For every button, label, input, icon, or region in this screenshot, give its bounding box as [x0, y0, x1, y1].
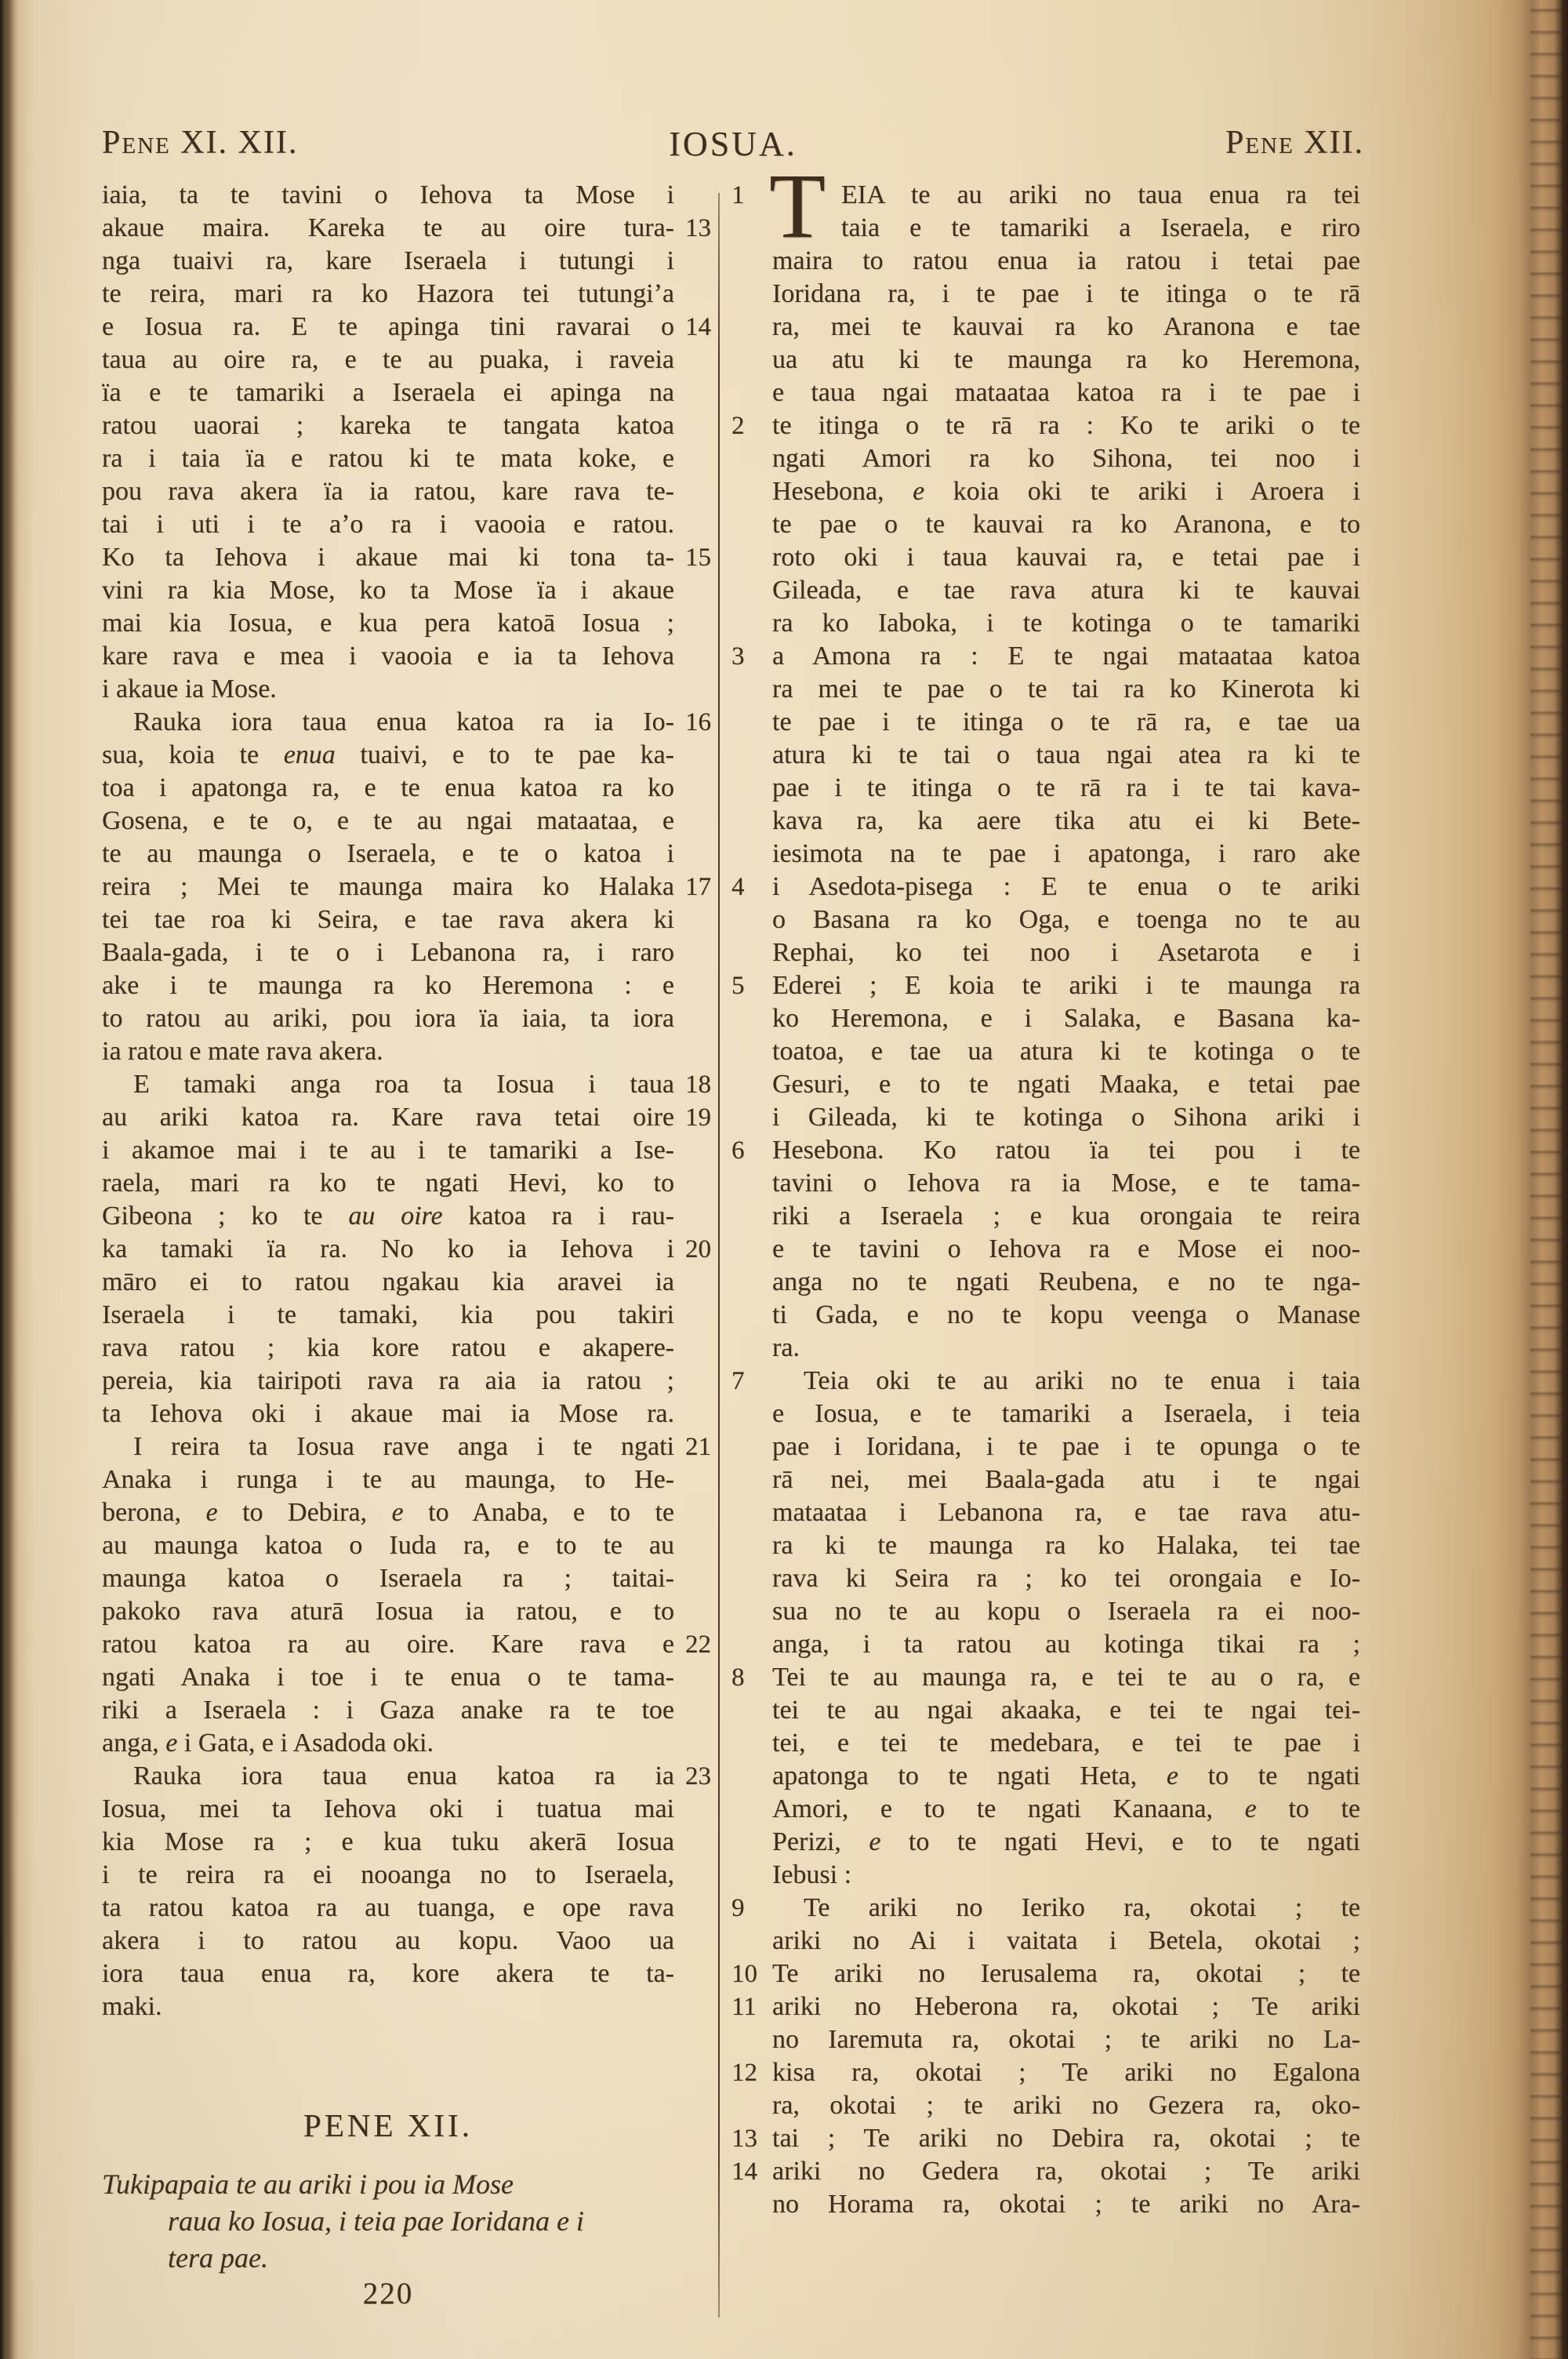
- text-segment: toatoa, e tae ua atura ki te kotinga o te: [772, 1037, 1360, 1066]
- text-segment: roto oki i taua kauvai ra, e tetai pae i: [772, 543, 1360, 572]
- text-segment: i Gata, e i Asadoda oki.: [177, 1728, 434, 1757]
- text-line: [772, 1760, 1360, 1793]
- text-segment: ariki no Ai i vaitata i Betela, okotai ;: [772, 1926, 1360, 1955]
- running-head-title: IOSUA.: [669, 125, 797, 163]
- text-segment: mai kia Iosua, e kua pera katoā Iosua ;: [102, 609, 674, 638]
- text-line: [772, 706, 1360, 739]
- text-line: [772, 1233, 1360, 1266]
- text-line: [102, 673, 674, 706]
- text-segment: rava ki Seira ra ; ko tei orongaia e Io-: [772, 1564, 1360, 1593]
- text-line: [102, 212, 711, 245]
- text-line: [772, 936, 1360, 969]
- text-line: [772, 607, 1360, 640]
- text-segment: ngati Amori ra ko Sihona, tei noo i: [772, 444, 1360, 473]
- text-segment: Gibeona ; ko te: [102, 1201, 349, 1230]
- text-segment: iaia, ta te tavini o Iehova ta Mose i: [102, 180, 674, 209]
- verse-number: 23: [685, 1762, 711, 1790]
- text-line: [772, 574, 1360, 607]
- text-segment: akaue maira. Kareka te au oire tura-: [102, 213, 674, 242]
- text-segment: ïa e te tamariki a Iseraela ei apinga na: [102, 378, 674, 407]
- verse-number: 4: [731, 873, 745, 901]
- text-segment: pakoko rava aturā Iosua ia ratou, e to: [102, 1597, 674, 1626]
- text-segment: i Asedota-pisega : E te enua o te ariki: [772, 872, 1360, 901]
- text-segment: tavini o Iehova ra ia Mose, e te tama-: [772, 1169, 1360, 1198]
- text-line: [772, 442, 1360, 475]
- text-segment: I reira ta Iosua rave anga i te ngati: [133, 1432, 674, 1461]
- text-segment: to te ngati Hevi, e to te ngati: [880, 1827, 1360, 1856]
- text-segment: tai ; Te ariki no Debira ra, okotai ; te: [772, 2124, 1360, 2153]
- text-segment: riki a Iseraela ; e kua orongaia te reira: [772, 1201, 1360, 1230]
- text-line: [102, 245, 674, 278]
- text-line: [102, 1035, 674, 1068]
- text-segment: e te tavini o Iehova ra e Mose ei noo-: [772, 1234, 1360, 1263]
- text-line: [102, 508, 674, 541]
- text-line: [102, 1925, 674, 1957]
- text-segment: E tamaki anga roa ta Iosua i taua: [133, 1070, 674, 1099]
- text-segment: kava ra, ka aere tika atu ei ki Bete-: [772, 806, 1360, 835]
- running-head-left: Pene XI. XII.: [102, 125, 299, 161]
- text-line: [772, 1859, 1360, 1892]
- text-line: [102, 1661, 674, 1694]
- text-line: [772, 1628, 1360, 1661]
- chapter-summary-line: Tukipapaia te au ariki i pou ia Mose: [102, 2168, 514, 2200]
- italic-text-segment: e: [205, 1498, 218, 1527]
- verse-number: 3: [731, 642, 745, 671]
- text-line: [772, 508, 1360, 541]
- text-segment: Hesebona. Ko ratou ïa tei pou i te: [772, 1136, 1360, 1165]
- text-segment: ta ratou katoa ra au tuanga, e ope rava: [102, 1893, 674, 1922]
- text-line: [102, 1892, 674, 1925]
- text-line: [772, 1694, 1360, 1727]
- text-segment: Te ariki no Ierusalema ra, okotai ; te: [772, 1959, 1360, 1988]
- text-segment: nga tuaivi ra, kare Iseraela i tutungi i: [102, 246, 674, 275]
- text-segment: o Basana ra ko Oga, e toenga no te au: [772, 905, 1360, 934]
- text-line: [731, 1892, 1360, 1925]
- text-segment: to te ngati: [1178, 1761, 1360, 1790]
- scan-left-edge-shadow: [0, 0, 14, 2359]
- text-segment: reira ; Mei te maunga maira ko Halaka: [102, 872, 674, 901]
- text-segment: Tei te au maunga ra, e tei te au o ra, e: [772, 1663, 1360, 1692]
- text-segment: ratou katoa ra au oire. Kare rava e: [102, 1630, 674, 1659]
- text-line: [772, 1826, 1360, 1859]
- text-segment: Te ariki no Ieriko ra, okotai ; te: [804, 1893, 1360, 1922]
- text-segment: ra ko Iaboka, i te kotinga o te tamariki: [772, 609, 1360, 638]
- verse-number: 12: [731, 2059, 757, 2087]
- verse-number: 5: [731, 972, 745, 1000]
- text-line: [102, 1727, 674, 1760]
- text-segment: sua no te au kopu o Iseraela ra ei noo-: [772, 1597, 1360, 1626]
- italic-text-segment: e: [869, 1827, 881, 1856]
- text-segment: ka tamaki ïa ra. No ko ia Iehova i: [102, 1234, 674, 1263]
- text-line: [102, 343, 674, 376]
- text-segment: riki a Iseraela : i Gaza anake ra te toe: [102, 1696, 674, 1725]
- text-segment: Rauka iora taua enua katoa ra ia: [133, 1761, 674, 1790]
- text-line: [772, 1035, 1360, 1068]
- text-segment: anga, i ta ratou au kotinga tikai ra ;: [772, 1630, 1360, 1659]
- text-line: [102, 1990, 674, 2023]
- text-line: [772, 739, 1360, 772]
- text-line: [102, 311, 711, 343]
- text-segment: maira to ratou enua ia ratou i tetai pae: [772, 246, 1360, 275]
- text-line: [772, 1068, 1360, 1101]
- text-segment: kare rava e mea i vaooia e ia ta Iehova: [102, 642, 674, 671]
- text-line: [772, 2023, 1360, 2056]
- text-line: [772, 1463, 1360, 1496]
- text-segment: i akamoe mai i te au i te tamariki a Ise-: [102, 1136, 674, 1165]
- text-segment: rava ratou ; kia kore ratou e akapere-: [102, 1333, 674, 1362]
- verse-number: 14: [731, 2157, 757, 2186]
- text-line: [102, 574, 674, 607]
- text-segment: to ratou au ariki, pou iora ïa iaia, ta iora: [102, 1004, 674, 1033]
- text-line: [102, 838, 674, 871]
- text-line: [102, 278, 674, 311]
- text-segment: ta Iehova oki i akaue mai ia Mose ra.: [102, 1399, 674, 1428]
- chapter-summary-line: tera pae.: [168, 2242, 268, 2274]
- text-line: [772, 1496, 1360, 1529]
- text-line: [102, 1430, 711, 1463]
- italic-text-segment: e: [165, 1728, 178, 1757]
- text-segment: katoa ra i rau-: [442, 1201, 674, 1230]
- text-segment: ra, mei te kauvai ra ko Aranona e tae: [772, 312, 1360, 341]
- text-line: [102, 1463, 674, 1496]
- drop-cap-letter: T: [769, 154, 826, 257]
- text-line: [772, 1332, 1360, 1365]
- verse-number: 21: [685, 1433, 711, 1461]
- text-line: [731, 969, 1360, 1002]
- text-segment: mataataa i Lebanona ra, e tae rava atu-: [772, 1498, 1360, 1527]
- italic-text-segment: au oire: [348, 1201, 443, 1230]
- text-segment: i Gileada, ki te kotinga o Sihona ariki i: [772, 1103, 1360, 1132]
- text-line: [772, 903, 1360, 936]
- text-segment: atura ki te tai o taua ngai atea ra ki te: [772, 740, 1360, 769]
- text-segment: tai i uti i te aʼo ra i vaooia e ratou.: [102, 510, 674, 539]
- text-line: [772, 2188, 1360, 2221]
- text-segment: taua au oire ra, e te au puaka, i raveia: [102, 345, 674, 374]
- verse-number: 11: [731, 1993, 757, 2021]
- text-segment: anga,: [102, 1728, 166, 1757]
- text-segment: iesimota na te pae i apatonga, i raro ake: [772, 839, 1360, 868]
- text-line: [731, 1134, 1360, 1167]
- verse-number: 22: [685, 1630, 711, 1659]
- text-segment: to Anaba, e to te: [403, 1498, 674, 1527]
- text-segment: ariki no Gedera ra, okotai ; Te ariki: [772, 2157, 1360, 2186]
- text-line: [102, 1365, 674, 1398]
- text-segment: i akaue ia Mose.: [102, 674, 277, 703]
- text-line: [772, 772, 1360, 805]
- text-segment: Iosua, mei ta Iehova oki i tuatua mai: [102, 1794, 674, 1823]
- text-line: [102, 871, 711, 903]
- text-line: [102, 1628, 711, 1661]
- verse-number: 9: [731, 1894, 745, 1922]
- text-segment: e taua ngai mataataa katoa ra i te pae i: [772, 378, 1360, 407]
- text-segment: ratou uaorai ; kareka te tangata katoa: [102, 411, 674, 440]
- text-segment: ariki no Heberona ra, okotai ; Te ariki: [772, 1992, 1360, 2021]
- text-line: [772, 1727, 1360, 1760]
- text-segment: rā nei, mei Baala-gada atu i te ngai: [772, 1465, 1360, 1494]
- text-segment: te itinga o te rā ra : Ko te ariki o te: [772, 411, 1360, 440]
- text-segment: raela, mari ra ko te ngati Hevi, ko to: [102, 1169, 674, 1198]
- text-segment: ia ratou e mate rava akera.: [102, 1037, 383, 1066]
- right-text-column: [731, 154, 1360, 2221]
- text-segment: kisa ra, okotai ; Te ariki no Egalona: [772, 2058, 1360, 2087]
- text-segment: sua, koia te: [102, 740, 284, 769]
- text-line: [102, 1826, 674, 1859]
- text-line: [102, 1167, 674, 1200]
- text-segment: Ioridana ra, i te pae i te itinga o te rā: [772, 279, 1360, 308]
- text-line: [102, 1002, 674, 1035]
- text-segment: te pae i te itinga o te rā ra, e tae ua: [772, 707, 1360, 736]
- text-line: [102, 936, 674, 969]
- text-line: [102, 1859, 674, 1892]
- text-line: [731, 2155, 1360, 2188]
- text-line: [102, 1101, 711, 1134]
- verse-number: 13: [685, 214, 711, 242]
- text-line: [772, 1398, 1360, 1430]
- text-line: [102, 706, 711, 739]
- text-line: [772, 1925, 1360, 1957]
- text-segment: ra.: [772, 1333, 800, 1362]
- adjacent-page-edge: [1530, 0, 1562, 2359]
- text-line: [102, 376, 674, 409]
- text-segment: no Horama ra, okotai ; te ariki no Ara-: [772, 2190, 1360, 2219]
- text-segment: Ko ta Iehova i akaue mai ki tona ta-: [102, 543, 674, 572]
- text-line: [102, 1134, 674, 1167]
- text-line: [102, 1398, 674, 1430]
- text-line: [731, 1957, 1360, 1990]
- italic-text-segment: e: [1166, 1761, 1178, 1790]
- text-segment: ko Heremona, e i Salaka, e Basana ka-: [772, 1004, 1360, 1033]
- text-segment: tei, e tei te medebara, e tei te pae i: [772, 1728, 1360, 1757]
- verse-number: 18: [685, 1070, 711, 1099]
- text-line: [772, 1595, 1360, 1628]
- text-line: [731, 871, 1360, 903]
- text-line: [102, 1793, 674, 1826]
- text-line: [731, 1990, 1360, 2023]
- verse-number: 17: [685, 873, 711, 901]
- text-line: [102, 1332, 674, 1365]
- text-line: [772, 1266, 1360, 1299]
- text-segment: tei tae roa ki Seira, e tae rava akera ki: [102, 905, 674, 934]
- text-segment: pou rava akera ïa ia ratou, kare rava te-: [102, 477, 674, 506]
- text-line: [772, 838, 1360, 871]
- italic-text-segment: e: [391, 1498, 404, 1527]
- text-line: [102, 1233, 711, 1266]
- text-segment: te reira, mari ra ko Hazora tei tutungiʼa: [102, 279, 674, 308]
- text-segment: Gesuri, e to te ngati Maaka, e tetai pae: [772, 1070, 1360, 1099]
- text-segment: maunga katoa o Iseraela ra ; taitai-: [102, 1564, 674, 1593]
- verse-number: 16: [685, 708, 711, 736]
- text-line: [731, 179, 1360, 212]
- text-segment: au ariki katoa ra. Kare rava tetai oire: [102, 1103, 674, 1132]
- text-line: [731, 640, 1360, 673]
- text-line: [772, 212, 1360, 245]
- verse-number: 8: [731, 1663, 745, 1692]
- text-line: [102, 475, 674, 508]
- text-segment: kia Mose ra ; e kua tuku akerā Iosua: [102, 1827, 674, 1856]
- text-line: [102, 1957, 674, 1990]
- text-segment: te au maunga o Iseraela, e te o katoa i: [102, 839, 674, 868]
- text-segment: te pae o te kauvai ra ko Aranona, e to: [772, 510, 1360, 539]
- text-line: [772, 1167, 1360, 1200]
- text-line: [731, 2122, 1360, 2155]
- text-line: [772, 673, 1360, 706]
- text-segment: apatonga to te ngati Heta,: [772, 1761, 1167, 1790]
- text-line: [102, 1595, 674, 1628]
- text-line: [102, 772, 674, 805]
- text-segment: anga no te ngati Reubena, e no te nga-: [772, 1267, 1360, 1296]
- text-line: [772, 805, 1360, 838]
- text-line: [772, 1101, 1360, 1134]
- verse-number: 6: [731, 1136, 745, 1165]
- text-line: [102, 1068, 711, 1101]
- text-segment: māro ei to ratou ngakau kia aravei ia: [102, 1267, 674, 1296]
- text-segment: Rauka iora taua enua katoa ra ia Io-: [133, 707, 674, 736]
- text-segment: maki.: [102, 1992, 162, 2021]
- italic-text-segment: e: [1244, 1794, 1257, 1823]
- verse-number: 10: [731, 1960, 757, 1988]
- text-segment: au maunga katoa o Iuda ra, e to te au: [102, 1531, 674, 1560]
- text-line: [102, 179, 674, 212]
- text-segment: tuaivi, e to te pae ka-: [335, 740, 674, 769]
- text-line: [102, 805, 674, 838]
- text-segment: koia oki te ariki i Aroera i: [924, 477, 1360, 506]
- text-line: [102, 1760, 711, 1793]
- text-line: [772, 376, 1360, 409]
- verse-number: 19: [685, 1103, 711, 1132]
- text-segment: Anaka i runga i te au maunga, to He-: [102, 1465, 674, 1494]
- text-line: [102, 409, 674, 442]
- text-segment: e Iosua, e te tamariki a Iseraela, i teia: [772, 1399, 1360, 1428]
- left-text-column: [102, 179, 711, 2023]
- text-segment: Hesebona,: [772, 477, 913, 506]
- text-segment: pereia, kia tairipoti rava ra aia ia ratou ;: [102, 1366, 674, 1395]
- text-segment: ngati Anaka i toe i te enua o te tama-: [102, 1663, 674, 1692]
- text-line: [102, 1694, 674, 1727]
- text-segment: e Iosua ra. E te apinga tini ravarai o: [102, 312, 674, 341]
- text-line: [102, 1496, 674, 1529]
- verse-number: 14: [685, 313, 711, 341]
- verse-number: 15: [685, 543, 711, 572]
- text-segment: Perizi,: [772, 1827, 869, 1856]
- text-line: [772, 1299, 1360, 1332]
- text-segment: Rephai, ko tei noo i Asetarota e i: [772, 938, 1360, 967]
- text-segment: Baala-gada, i te o i Lebanona ra, i raro: [102, 938, 674, 967]
- text-line: [102, 739, 674, 772]
- text-line: [102, 1299, 674, 1332]
- chapter-heading: PENE XII.: [303, 2107, 473, 2143]
- verse-number: 13: [731, 2125, 757, 2153]
- text-line: [772, 245, 1360, 278]
- text-line: [102, 541, 711, 574]
- text-segment: tei te au ngai akaaka, e tei te ngai tei-: [772, 1696, 1360, 1725]
- text-segment: ra i taia ïa e ratou ki te mata koke, e: [102, 444, 674, 473]
- text-segment: pae i te itinga o te rā ra i te tai kava-: [772, 773, 1360, 802]
- text-line: [772, 2089, 1360, 2122]
- text-segment: a Amona ra : E te ngai mataataa katoa: [772, 642, 1360, 671]
- verse-number: 7: [731, 1367, 745, 1395]
- text-segment: i te reira ra ei nooanga no to Iseraela,: [102, 1860, 674, 1889]
- text-segment: Gileada, e tae rava atura ki te kauvai: [772, 576, 1360, 605]
- text-line: [731, 2056, 1360, 2089]
- text-segment: pae i Ioridana, i te pae i te opunga o te: [772, 1432, 1360, 1461]
- text-line: [772, 343, 1360, 376]
- text-segment: no Iaremuta ra, okotai ; te ariki no La-: [772, 2025, 1360, 2054]
- text-segment: Iebusi :: [772, 1860, 852, 1889]
- verse-number: 20: [685, 1235, 711, 1263]
- page-number: 220: [362, 2277, 414, 2310]
- text-line: [102, 1562, 674, 1595]
- italic-text-segment: e: [913, 477, 925, 506]
- text-line: [102, 1529, 674, 1562]
- text-line: [772, 1430, 1360, 1463]
- text-segment: Teia oki te au ariki no te enua i taia: [804, 1366, 1360, 1395]
- text-segment: toa i apatonga ra, e te enua katoa ra ko: [102, 773, 674, 802]
- text-segment: to te: [1256, 1794, 1360, 1823]
- text-line: [772, 311, 1360, 343]
- text-line: [102, 640, 674, 673]
- verse-number: 1: [731, 181, 745, 209]
- text-line: [772, 1562, 1360, 1595]
- text-segment: Gosena, e te o, e te au ngai mataataa, e: [102, 806, 674, 835]
- chapter-summary: [102, 2166, 682, 2277]
- text-segment: EIA te au ariki no taua enua ra tei: [841, 180, 1360, 209]
- column-divider-rule: [718, 193, 720, 2317]
- text-line: [731, 1365, 1360, 1398]
- text-segment: ake i te maunga ra ko Heremona : e: [102, 971, 674, 1000]
- text-segment: iora taua enua ra, kore akera te ta-: [102, 1959, 674, 1988]
- text-segment: vini ra kia Mose, ko ta Mose ïa i akaue: [102, 576, 674, 605]
- text-line: [102, 969, 674, 1002]
- text-segment: ra mei te pae o te tai ra ko Kinerota ki: [772, 674, 1360, 703]
- text-line: [772, 1002, 1360, 1035]
- text-segment: berona,: [102, 1498, 206, 1527]
- text-segment: to Debira,: [217, 1498, 392, 1527]
- text-segment: ti Gada, e no te kopu veenga o Manase: [772, 1300, 1360, 1329]
- text-line: [772, 475, 1360, 508]
- text-segment: ra, okotai ; te ariki no Gezera ra, oko-: [772, 2091, 1360, 2120]
- text-segment: Ederei ; E koia te ariki i te maunga ra: [772, 971, 1360, 1000]
- text-line: [102, 442, 674, 475]
- text-line: [102, 1200, 674, 1233]
- text-line: [102, 1266, 674, 1299]
- text-segment: akera i to ratou au kopu. Vaoo ua: [102, 1926, 674, 1955]
- text-segment: ra ki te maunga ra ko Halaka, tei tae: [772, 1531, 1360, 1560]
- text-line: [772, 1200, 1360, 1233]
- text-segment: ua atu ki te maunga ra ko Heremona,: [772, 345, 1360, 374]
- text-line: [731, 409, 1360, 442]
- text-line: [772, 1529, 1360, 1562]
- text-line: [772, 541, 1360, 574]
- verse-number: 2: [731, 412, 745, 440]
- text-segment: Iseraela i te tamaki, kia pou takiri: [102, 1300, 674, 1329]
- text-line: [772, 1793, 1360, 1826]
- text-line: [102, 903, 674, 936]
- chapter-summary-line: raua ko Iosua, i teia pae Ioridana e i: [168, 2205, 584, 2237]
- running-head-right: Pene XII.: [1225, 125, 1364, 161]
- text-line: [102, 607, 674, 640]
- text-line: [731, 1661, 1360, 1694]
- italic-text-segment: enua: [283, 740, 336, 769]
- text-segment: Amori, e to te ngati Kanaana,: [772, 1794, 1245, 1823]
- text-line: [772, 278, 1360, 311]
- text-segment: taia e te tamariki a Iseraela, e riro: [841, 213, 1360, 242]
